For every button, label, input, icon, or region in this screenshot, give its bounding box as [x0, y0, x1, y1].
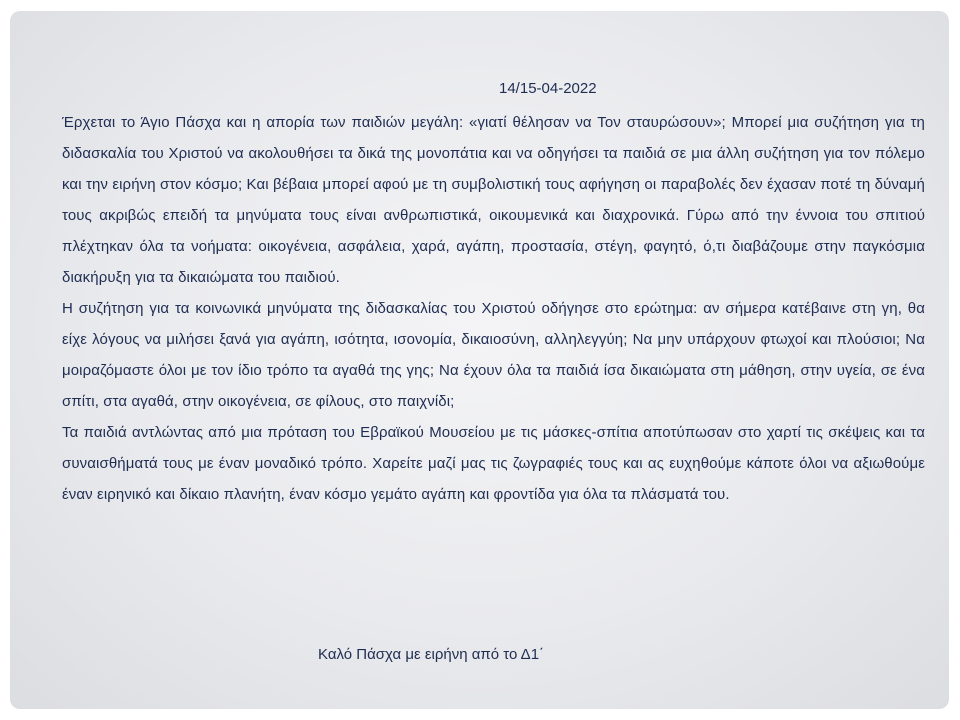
document-date: 14/15-04-2022 [499, 80, 597, 97]
slide-panel [10, 11, 949, 709]
paragraph-3: Τα παιδιά αντλώντας από μια πρόταση του Εβραϊκού Μουσείου με τις μάσκες-σπίτια αποτύπωσαν στο χαρτί τις σκέψεις και τα συναισθήματά τους με έναν μοναδικό τρόπο. Χαρείτε μαζί μας τις ζωγραφιές τους και ας ευχηθούμε κάποτε όλοι να αξιωθούμε έναν ειρηνικό και δίκαιο πλανήτη, έναν κόσμο γεμάτο αγάπη και φροντίδα για όλα τα πλάσματά του. [62, 424, 925, 503]
closing-greeting: Καλό Πάσχα με ειρήνη από το Δ1΄ [318, 646, 545, 663]
paragraph-1: Έρχεται το Άγιο Πάσχα και η απορία των παιδιών μεγάλη: «γιατί θέλησαν να Τον σταυρώσουν»; Μπορεί μια συζήτηση για τη διδασκαλία του Χριστού να ακολουθήσει τα δικά της μονοπάτια και να οδηγήσει τα παιδιά σε μια άλλη συζήτηση για τον πόλεμο και την ειρήνη στον κόσμο; Και βέβαια μπορεί αφού με τη συμβολιστική τους αφήγηση οι παραβολές δεν έχασαν ποτέ τη δύναμή τους ακριβώς επειδή τα μηνύματα τους είναι ανθρωπιστικά, οικουμενικά και διαχρονικά. Γύρω από την έννοια του σπιτιού πλέχτηκαν όλα τα νοήματα: οικογένεια, ασφάλεια, χαρά, αγάπη, προστασία, στέγη, φαγητό, ό,τι διαβάζουμε στην παγκόσμια διακήρυξη για τα δικαιώματα του παιδιού. [62, 114, 925, 286]
paragraph-2: Η συζήτηση για τα κοινωνικά μηνύματα της διδασκαλίας του Χριστού οδήγησε στο ερώτημα: αν σήμερα κατέβαινε στη γη, θα είχε λόγους να μιλήσει ξανά για αγάπη, ισότητα, ισονομία, δικαιοσύνη, αλληλεγγύη; Να μην υπάρχουν φτωχοί και πλούσιοι; Να μοιραζόμαστε όλοι με τον ίδιο τρόπο τα αγαθά της γης; Να έχουν όλα τα παιδιά ίσα δικαιώματα στη μάθηση, στην υγεία, σε ένα σπίτι, στα αγαθά, στην οικογένεια, σε φίλους, στο παιχνίδι; [62, 300, 925, 410]
document-body [62, 107, 925, 510]
